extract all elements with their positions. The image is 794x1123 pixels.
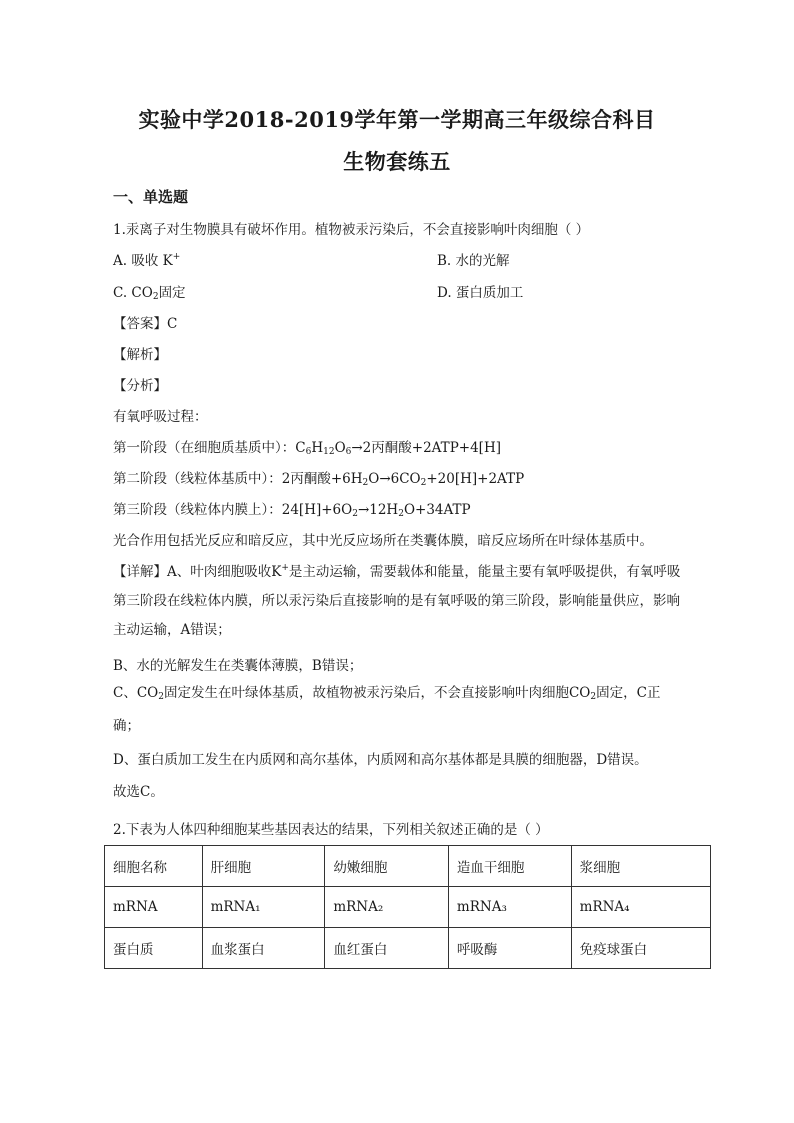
stage-2-label: 第二阶段（线粒体基质中）：2丙酮酸+6H xyxy=(113,471,363,487)
table-cell: 血浆蛋白 xyxy=(202,928,325,969)
option-b: B. 水的光解 xyxy=(437,253,510,269)
table-cell: mRNA xyxy=(105,887,203,928)
gene-expression-table xyxy=(104,845,711,969)
detail-c-text: 固定，C正确； xyxy=(113,685,661,734)
table-cell: 免疫球蛋白 xyxy=(571,928,710,969)
detail-b: B、水的光解发生在类囊体薄膜，B错误； xyxy=(113,658,363,674)
option-c-suffix: 固定 xyxy=(158,285,186,301)
stage-3-rest: O+34ATP xyxy=(403,502,471,518)
stage-1-text: H xyxy=(311,440,324,456)
table-cell: mRNA₂ xyxy=(325,887,449,928)
photosynthesis-note: 光合作用包括光反应和暗反应，其中光反应场所在类囊体膜，暗反应场所在叶绿体基质中。 xyxy=(113,533,653,549)
conclusion: 故选C。 xyxy=(113,784,164,800)
table-cell: 蛋白质 xyxy=(105,928,203,969)
table-row xyxy=(105,846,711,887)
option-d: D. 蛋白质加工 xyxy=(437,285,524,301)
detail-c-sub: 2 xyxy=(590,692,597,702)
table-cell: 幼嫩细胞 xyxy=(325,846,449,887)
detail-a-text: A、叶肉细胞吸收K xyxy=(167,564,282,580)
detail-c xyxy=(113,679,683,741)
option-c-sub: 2 xyxy=(152,292,159,302)
table-cell: mRNA₁ xyxy=(202,887,325,928)
analysis-tag: 【解析】 xyxy=(113,347,167,363)
stage-2-sub: 2 xyxy=(420,478,427,488)
stage-1-label: 第一阶段（在细胞质基质中）：C xyxy=(113,440,306,456)
question-2-stem: 2.下表为人体四种细胞某些基因表达的结果，下列相关叙述正确的是（ ） xyxy=(113,822,549,838)
answer-line xyxy=(113,312,177,332)
option-a-text: A. 吸收 K xyxy=(113,253,173,269)
fenxi-tag: 【分析】 xyxy=(113,378,167,394)
stage-2-sub: 2 xyxy=(362,478,369,488)
aerobic-title: 有氧呼吸过程： xyxy=(113,409,208,425)
table-cell: 肝细胞 xyxy=(202,846,325,887)
detail-a-text: 是主动运输，需要载体和能量，能量主要有氧呼吸提供，有氧呼吸第三阶段在线粒体内膜，所以汞污染后直接影响的是有氧呼吸的第三阶段，影响能量供应，影响主动运输，A错误； xyxy=(113,564,681,638)
detail-d: D、蛋白质加工发生在内质网和高尔基体，内质网和高尔基体都是具膜的细胞器，D错误。 xyxy=(113,752,648,768)
table-row xyxy=(105,928,711,969)
table-cell: 造血干细胞 xyxy=(448,846,571,887)
option-a-sup: + xyxy=(172,252,181,262)
page-subtitle: 生物套练五 xyxy=(343,149,451,174)
stage-1-rest: →2丙酮酸+2ATP+4[H] xyxy=(351,440,501,456)
table-cell: 呼吸酶 xyxy=(448,928,571,969)
table-row xyxy=(105,887,711,928)
stage-1-sub: 12 xyxy=(323,447,335,457)
detail-tag: 【详解】 xyxy=(113,564,167,580)
stage-2-text: O→6CO xyxy=(368,471,421,487)
answer-value: C xyxy=(167,316,178,332)
section-heading: 一、单选题 xyxy=(113,188,189,206)
table-cell: mRNA₃ xyxy=(448,887,571,928)
detail-c-text: 固定发生在叶绿体基质，故植物被汞污染后，不会直接影响叶肉细胞CO xyxy=(163,685,591,701)
detail-a-sup: + xyxy=(281,563,289,573)
stage-3-text: →12H xyxy=(357,502,399,518)
table-cell: 血红蛋白 xyxy=(325,928,449,969)
stage-3 xyxy=(113,498,471,519)
stage-2 xyxy=(113,467,524,488)
stage-1-text: O xyxy=(334,440,346,456)
detail-c-sub: 2 xyxy=(158,692,164,702)
stage-3-label: 第三阶段（线粒体内膜上）：24[H]+6O xyxy=(113,502,353,518)
stage-1 xyxy=(113,436,501,457)
option-c-text: C. CO xyxy=(113,285,153,301)
answer-tag: 【答案】 xyxy=(113,316,167,332)
stage-3-sub: 2 xyxy=(398,509,404,519)
detail-c-text: C、CO xyxy=(113,685,159,701)
stage-1-sub: 6 xyxy=(345,447,352,457)
detail-a xyxy=(113,554,683,645)
question-1-stem: 1.汞离子对生物膜具有破坏作用。植物被汞污染后，不会直接影响叶肉细胞（ ） xyxy=(113,222,590,238)
stage-3-sub: 2 xyxy=(352,509,358,519)
stage-1-sub: 6 xyxy=(305,447,312,457)
stage-2-rest: +20[H]+2ATP xyxy=(426,471,525,487)
table-cell: 浆细胞 xyxy=(571,846,710,887)
table-cell: 细胞名称 xyxy=(105,846,203,887)
option-c xyxy=(113,281,186,302)
table-cell: mRNA₄ xyxy=(571,887,710,928)
option-a xyxy=(113,249,180,269)
page-title: 实验中学2018-2019学年第一学期高三年级综合科目 xyxy=(138,107,656,132)
